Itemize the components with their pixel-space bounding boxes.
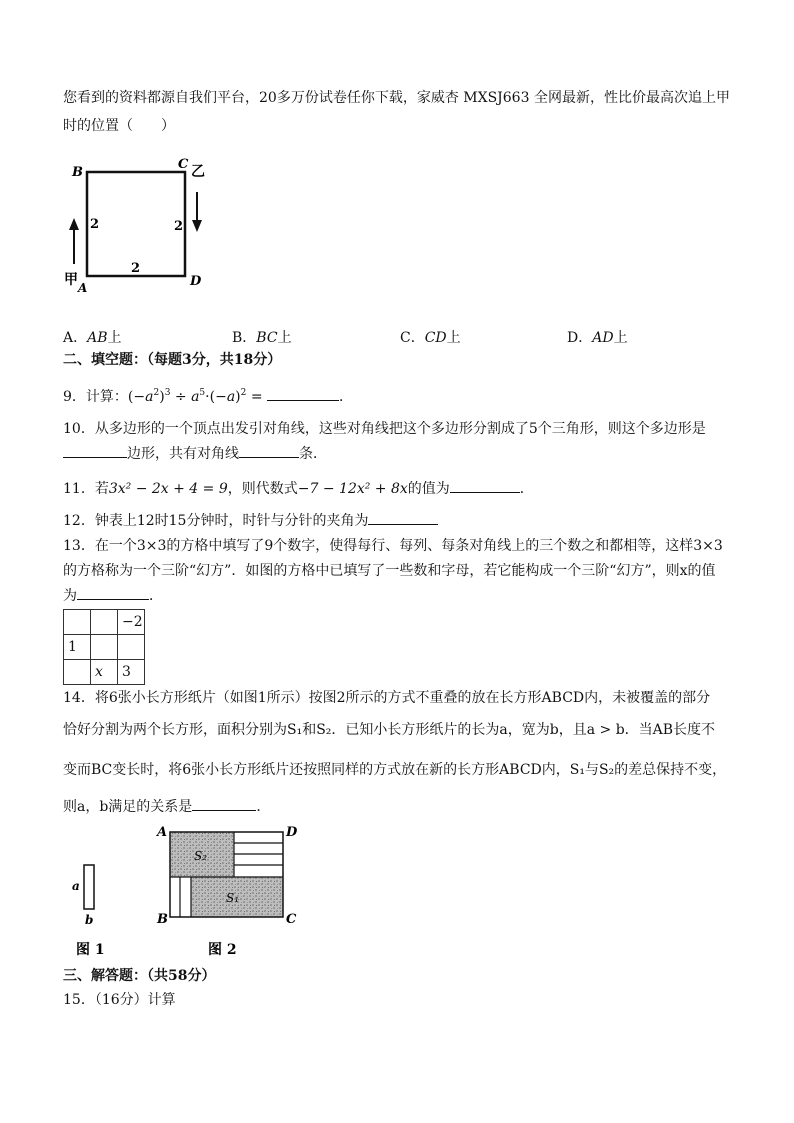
fig2-label-A: A bbox=[157, 825, 168, 840]
q14-line1: 14．将6张小长方形纸片（如图1所示）按图2所示的方式不重叠的放在长方形ABCD内，未被覆盖的部分 bbox=[63, 690, 711, 706]
q8-option-b[interactable]: B．BC上 bbox=[232, 330, 292, 346]
length-left: 2 bbox=[90, 217, 100, 232]
q10-line1: 10．从多边形的一个顶点出发引对角线，这些对角线把这个多边形分割成了5个三角形，则这个多边形是 bbox=[63, 421, 706, 437]
q15-line: 15．（16分）计算 bbox=[63, 992, 176, 1008]
yi-arrow-head bbox=[192, 220, 202, 232]
fig1-small-rectangle bbox=[84, 865, 94, 909]
q10-blank-2[interactable] bbox=[239, 443, 299, 458]
q9-line: 9．计算：$(-a^2)^3 \div a^5\cdot(-a)^2$ = ． bbox=[63, 388, 354, 405]
jia-arrow-head bbox=[69, 218, 79, 230]
q11-answer-blank[interactable] bbox=[450, 478, 520, 493]
fig2-label-S2: S₂ bbox=[194, 849, 208, 863]
q10-line2: 边形，共有对角线 条． bbox=[63, 443, 327, 464]
q8-option-c[interactable]: C．CD上 bbox=[400, 330, 461, 346]
grid-cell bbox=[64, 660, 91, 685]
q14-answer-blank[interactable] bbox=[192, 796, 256, 811]
q11-line: 11．若3x² − 2x + 4 = 9，则代数式−7 − 12x² + 8x的值为 ． bbox=[63, 478, 534, 499]
q12-line: 12．钟表上12时15分钟时，时针与分针的夹角为 bbox=[63, 510, 438, 531]
fig2-caption: 图 2 bbox=[208, 942, 237, 958]
q8-option-d[interactable]: D．AD上 bbox=[567, 330, 628, 346]
grid-cell bbox=[118, 635, 145, 660]
q12-answer-blank[interactable] bbox=[368, 510, 438, 525]
grid-cell: −2 bbox=[118, 610, 145, 635]
q14-line3: 变而BC变长时，将6张小长方形纸片还按照同样的方式放在新的长方形ABCD内，S₁与S₂的差总保持不变， bbox=[63, 762, 727, 778]
q13-answer-blank[interactable] bbox=[77, 585, 149, 600]
grid-cell bbox=[91, 610, 118, 635]
q10-blank-1[interactable] bbox=[63, 443, 127, 458]
q8-square-figure bbox=[60, 152, 220, 300]
section2-title: 二、填空题：（每题3分，共18分） bbox=[63, 352, 282, 368]
grid-cell: x bbox=[91, 660, 118, 685]
fig2-label-C: C bbox=[286, 912, 297, 927]
fig1-label-a: a bbox=[72, 879, 80, 893]
q9-answer-blank[interactable] bbox=[267, 386, 339, 401]
q8-stem-line2: 时的位置（ ） bbox=[63, 118, 175, 134]
fig2-label-D: D bbox=[286, 825, 298, 840]
label-yi: 乙 bbox=[191, 164, 205, 180]
magic-square-grid bbox=[63, 609, 145, 685]
section3-title: 三、解答题：（共58分） bbox=[63, 968, 216, 984]
fig1-caption: 图 1 bbox=[76, 942, 105, 958]
length-bottom: 2 bbox=[131, 261, 141, 276]
fig2-label-S1: S₁ bbox=[226, 891, 240, 905]
grid-cell: 3 bbox=[118, 660, 145, 685]
grid-cell bbox=[64, 610, 91, 635]
q14-line2: 恰好分割为两个长方形，面积分别为S₁和S₂．已知小长方形纸片的长为a，宽为b，且a > b．当AB长度不 bbox=[63, 722, 716, 738]
grid-cell: 1 bbox=[64, 635, 91, 660]
label-C: C bbox=[178, 157, 189, 172]
q13-line1: 13．在一个3×3的方格中填写了9个数字，使得每行、每列、每条对角线上的三个数之和都相等，这样3×3 bbox=[63, 538, 723, 554]
grid-cell bbox=[91, 635, 118, 660]
q13-line3: 为 ． bbox=[63, 585, 163, 606]
fig2-label-B: B bbox=[157, 912, 168, 927]
label-jia: 甲 bbox=[64, 272, 78, 288]
q8-option-a[interactable]: A．AB上 bbox=[63, 330, 122, 346]
q14-figures bbox=[60, 820, 310, 960]
q13-line2: 的方格称为一个三阶“幻方”．如图的方格中已填写了一些数和字母，若它能构成一个三阶“幻方”，则x的值 bbox=[63, 563, 716, 579]
label-D: D bbox=[190, 274, 202, 289]
length-right: 2 bbox=[174, 219, 184, 234]
q8-stem-line1: 您看到的资料都源自我们平台，20多万份试卷任你下载，家威杏 MXSJ663 全网最新，性比价最高次追上甲 bbox=[63, 90, 730, 106]
label-A: A bbox=[78, 281, 88, 295]
label-B: B bbox=[72, 165, 83, 180]
q14-line4: 则a，b满足的关系是 ． bbox=[63, 796, 270, 817]
fig1-label-b: b bbox=[85, 913, 94, 927]
